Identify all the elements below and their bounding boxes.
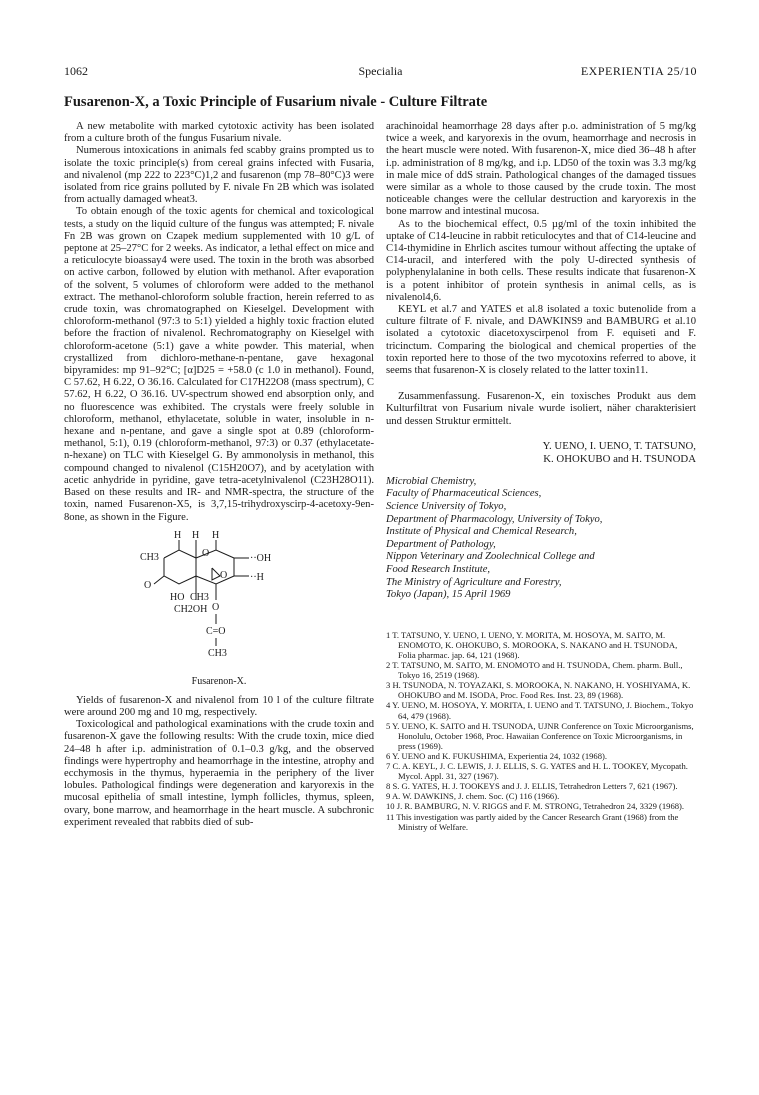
footnote: 6 Y. UENO and K. FUKUSHIMA, Experientia 24, 1032 (1968). <box>386 750 608 761</box>
affiliations <box>386 476 696 602</box>
affiliation-line: Science University of Tokyo, <box>386 501 507 513</box>
structure-label-ester-o: O <box>212 601 220 613</box>
page-number: 1062 <box>64 64 88 78</box>
paragraph: As to the biochemical effect, 0.5 µg/ml of the toxin inhibited the uptake of C14-leucine in rabbit reticulocytes and that of C14-leucine and C14-thymidine in Ehrlich ascites tumour without affecting the uptake of C14-uracil, and interfered with the poly U-directed synthesis of polyphenylalanine in both cells. These results indicate that fusarenon-X is a potent inhibitor of protein synthesis in animal cells, as is nivalenol4,6. <box>386 218 696 303</box>
footnotes <box>386 630 696 832</box>
author-line: K. OHOKUBO and H. TSUNODA <box>543 452 696 465</box>
affiliation-line: Faculty of Pharmaceutical Sciences, <box>386 488 542 500</box>
footnote: 11 This investigation was partly aided by the Cancer Research Grant (1968) from the Ministry of Welfare. <box>386 811 679 832</box>
structure-label-h: H <box>174 529 182 541</box>
footnote: 7 C. A. KEYL, J. C. LEWIS, J. J. ELLIS, S. G. YATES and H. L. TOOKEY, Mycopath. Mycol. Appl. 31, 327 (1967). <box>386 761 688 782</box>
zusammenfassung: Zusammenfassung. Fusarenon-X, ein toxisches Produkt aus dem Kulturfiltrat von Fusarium nivale wurde isoliert, näher charakterisiert und dessen Struktur ermittelt. <box>386 391 696 427</box>
paragraph: Yields of fusarenon-X and nivalenol from 10 l of the culture filtrate were around 200 mg and 10 mg, respectively. <box>64 694 374 718</box>
footnote: 5 Y. UENO, K. SAITO and H. TSUNODA, UJNR Conference on Toxic Microorganisms, Honolulu, October 1968, Proc. Hawaiian Conference on Toxic Microorganisms, in press (1969). <box>386 720 694 751</box>
structure-label-epoxide-o: O <box>220 569 228 581</box>
fusarenon-x-structure <box>124 528 324 673</box>
affiliation-line: Department of Pharmacology, University of Tokyo, <box>386 513 603 525</box>
left-column <box>64 121 374 829</box>
structure-label-ch3: CH3 <box>140 551 159 563</box>
paragraph: Toxicological and pathological examinations with the crude toxin and fusarenon-X gave the following results: With the crude toxin, mice died 24–48 h after i.p. administration of 0.1–0.3 g/kg, and the observed findings were hypertrophy and heamorrhage in the intestine, atrophy and ecchymosis in the thymus, hyperaemia in the periphery of the liver lobules. Pathological findings were degeneration and karyorexis in the mucosal epithelia of small intestine, lymph follicles, thymus, spleen, ovary, bone marrow, and heamorrhage in the heart muscle. A subchronic experiment revealed that rabbits died of sub- <box>64 719 374 828</box>
footnote: 9 A. W. DAWKINS, J. chem. Soc. (C) 116 (1966). <box>386 791 560 802</box>
structure-label-ring-o: O <box>202 547 210 559</box>
affiliation-line: Department of Pathology, <box>386 538 496 550</box>
structure-label-keto-o: O <box>144 579 152 591</box>
structure-label-ch3: CH3 <box>190 591 209 603</box>
paragraph: To obtain enough of the toxic agents for chemical and toxicological tests, a study on the liquid culture of the fungus was attempted; F. nivale Fn 2B was grown on Czapek medium supplemented with 10 g/L of peptone at 25–27°C for 2 weeks. As indicator, a lethal effect on mice and a reticulocyte bioassay4 were used. The toxin in the broth was absorbed on active carbon, followed by elution with methanol. After evaporation of the solvent, 5 volumes of chloroform were added to the methanol extract. The methanol-chloroform soluble fraction, herein referred to as crude toxin, was chromatographed on Kieselgel. Development with chloroform-methanol (97:3 to 5:1) yielded a highly toxic fraction eluted before the fraction of nivalenol. Rechromatography on Kieselgel with chloroform-acetone (5:1) gave a white powder. This material, when crystallized from dichloro-methane-n-pentane, gave hexagonal bipyramides: mp 91–92°C; [α]D25 = +58.0 (c 1.0 in methanol). Found, C 57.62, H 6.22, O 36.16. Calculated for C17H22O8 (mass spectrum), C 57.62, H 6.22, O 36.16. UV-spectrum showed end absorption only, and no fluorescence was exhibited. The crystals were freely soluble in chloroform, methanol, ethylacetate, soluble in water, insoluble in n-hexane and n-pentane, and gave a single spot at 0.89 (chloroform-methanol, 5:1), 0.19 (chloroform-methanol, 97:3) or 0.37 (ethylacetate-n-hexane) on TLC with Kieselgel G. By ammonolysis in methanol, this compound changed to nivalenol (C15H20O7), and by acetylation with acetic anhydride in pyridine, gave tetra-acetylnivalenol (C23H28O11). Based on these results and IR- and NMR-spectra, the structure of the toxin, named Fusarenon-X5, is 3,7,15-trihydroxyscirp-4-acetoxy-9en-8one, as shown in the Figure. <box>64 206 374 523</box>
author-block <box>386 440 696 466</box>
footnote: 3 H. TSUNODA, N. TOYAZAKI, S. MOROOKA, N. NAKANO, H. YOSHIYAMA, K. OHOKUBO and M. ISODA, Proc. Food Res. Inst. 23, 89 (1968). <box>386 680 691 701</box>
affiliation-line: The Ministry of Agriculture and Forestry, <box>386 576 562 588</box>
structure-label-oh: ··OH <box>250 552 272 564</box>
affiliation-line: Nippon Veterinary and Zoolechnical College and <box>386 551 595 563</box>
footnote: 8 S. G. YATES, H. J. TOOKEYS and J. J. ELLIS, Tetrahedron Letters 7, 621 (1967). <box>386 781 678 792</box>
affiliation-line: Tokyo (Japan), 15 April 1969 <box>386 589 511 601</box>
footnote: 1 T. TATSUNO, Y. UENO, I. UENO, Y. MORITA, M. HOSOYA, M. SAITO, M. ENOMOTO, K. OHOKUBO, S. MOROOKA, S. NAKANO and H. TSUNODA, Folia pharmac. jap. 64, 121 (1968). <box>386 629 678 660</box>
author-line: Y. UENO, I. UENO, T. TATSUNO, <box>542 439 696 452</box>
structure-label-carbonyl: C=O <box>206 625 226 637</box>
paragraph: KEYL et al.7 and YATES et al.8 isolated a toxic butenolide from a culture filtrate of F. nivale, and DAWKINS9 and BAMBURG et al.10 isolated a cytotoxic diacetoxyscirpenol from F. equiseti and F. tricinctum. Comparing the biological and chemical properties of the toxin reported here to those of the two mycotoxins referred to above, it seems that fusarenon-X is closely related to the latter toxin11. <box>386 304 696 377</box>
figure-caption: Fusarenon-X. <box>191 675 247 687</box>
article-title: Fusarenon-X, a Toxic Principle of Fusarium nivale - Culture Filtrate <box>64 94 488 110</box>
affiliation-line: Institute of Physical and Chemical Research, <box>386 526 577 538</box>
structure-label-h: H <box>212 529 220 541</box>
footnote: 10 J. R. BAMBURG, N. V. RIGGS and F. M. STRONG, Tetrahedron 24, 3329 (1968). <box>386 801 685 812</box>
paragraph: arachinoidal heamorrhage 28 days after p.o. administration of 5 mg/kg twice a week, and karyorexis in the ovum, heamorrhage and necrosis in the heart muscle were noted. With fusarenon-X, mice died 36–48 h after i.p. administration of 8 mg/kg, and i.p. LD50 of the toxin was 3.3 mg/kg in male mice of ddS strain. Pathological changes of the damaged tissues were similar as a whole to those caused by the crude toxin. The most noticeable changes were the cellular destruction and karyorexis in the bone marrow and intestinal mucosa. <box>386 121 696 218</box>
paragraph: A new metabolite with marked cytotoxic activity has been isolated from a culture broth of the fungus Fusarium nivale. <box>64 121 374 145</box>
right-column <box>386 121 696 832</box>
section-name: Specialia <box>358 64 403 78</box>
affiliation-line: Microbial Chemistry, <box>386 475 477 487</box>
footnote: 2 T. TATSUNO, M. SAITO, M. ENOMOTO and H. TSUNODA, Chem. pharm. Bull., Tokyo 16, 2519 (1968). <box>386 660 683 681</box>
structure-label-h: H <box>192 529 200 541</box>
affiliation-line: Food Research Institute, <box>386 564 491 576</box>
running-header <box>64 64 697 80</box>
footnote: 4 Y. UENO, M. HOSOYA, Y. MORITA, I. UENO and T. TATSUNO, J. Biochem., Tokyo 64, 479 (1968). <box>386 700 694 721</box>
structure-label-ho: HO <box>170 591 185 603</box>
journal-name: EXPERIENTIA 25/10 <box>580 64 697 78</box>
structure-label-ch2oh: CH2OH <box>174 603 208 615</box>
structure-label-h: ··H <box>250 571 264 583</box>
structure-label-ch3: CH3 <box>208 647 227 659</box>
paragraph: Numerous intoxications in animals fed scabby grains prompted us to isolate the toxic principle(s) from cereal grains infected with Fusaria, and nivalenol (mp 222 to 223°C)1,2 and fusarenon (mp 78–80°C)3 were isolated from rice grains polluted by F. nivale Fn 2B which was isolated from actually damaged wheat3. <box>64 145 374 206</box>
structure-figure <box>64 528 374 693</box>
